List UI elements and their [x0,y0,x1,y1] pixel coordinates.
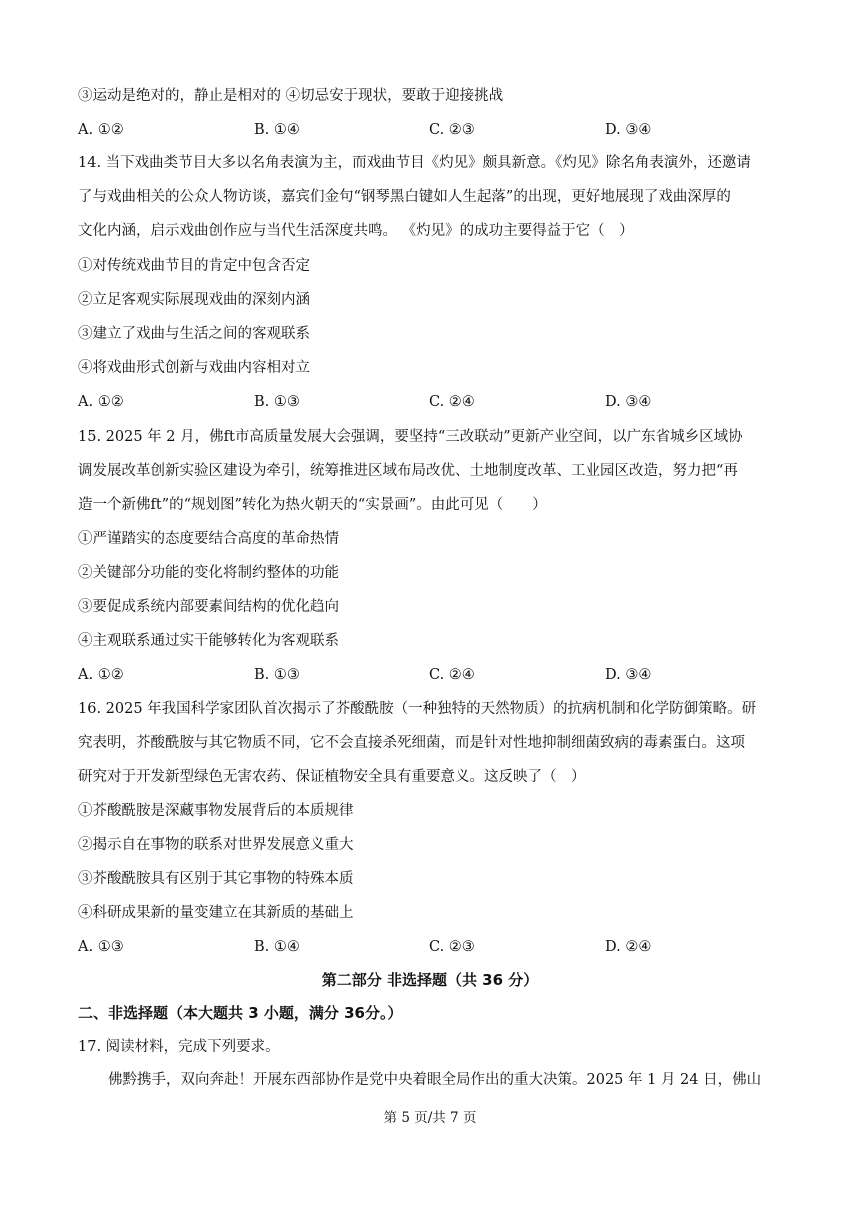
question-14-options [78,392,778,412]
option-a: A. ①② [78,394,124,410]
option-a: A. ①② [78,667,124,683]
question-14-stem-line: 文化内涵，启示戏曲创作应与当代生活深度共鸣。 《灼见》的成功主要得益于它（ ） [78,223,634,239]
question-16-stem-line: 究表明，芥酸酰胺与其它物质不同，它不会直接杀死细菌，而是针对性地抑制细菌致病的毒素蛋白。这项 [78,735,745,751]
question-14-stem-line: 了与戏曲相关的公众人物访谈，嘉宾们金句“钢琴黑白键如人生起落”的出现，更好地展现了戏曲深厚的 [78,189,731,205]
option-a: A. ①② [78,122,124,138]
option-b: B. ①③ [254,667,300,683]
question-16-options [78,937,778,957]
option-b: B. ①③ [254,394,300,410]
question-16-statement: ③芥酸酰胺具有区别于其它事物的特殊本质 [78,871,354,887]
section-subtitle: 二、非选择题（本大题共 3 小题，满分 36分。） [78,1004,403,1022]
option-c: C. ②③ [429,122,475,138]
question-16-stem-line: 研究对于开发新型绿色无害农药、保证植物安全具有重要意义。这反映了（ ） [78,769,586,785]
option-b: B. ①④ [254,939,300,955]
question-14-statement: ③建立了戏曲与生活之间的客观联系 [78,326,310,342]
option-c: C. ②③ [429,939,475,955]
question-15-statement: ②关键部分功能的变化将制约整体的功能 [78,565,339,581]
option-c: C. ②④ [429,667,475,683]
option-a: A. ①③ [78,939,124,955]
question-15-options [78,665,778,685]
statement-line: ③运动是绝对的，静止是相对的 ④切忌安于现状，要敢于迎接挑战 [78,88,504,104]
question-15-stem-line: 造一个新佛ft”的“规划图”转化为热火朝天的“实景画”。由此可见（ ） [78,497,547,513]
question-16-stem-line: 16. 2025 年我国科学家团队首次揭示了芥酸酰胺（一种独特的天然物质）的抗病机制和化学防御策略。研 [78,701,757,717]
question-14-statement: ②立足客观实际展现戏曲的深刻内涵 [78,292,310,308]
question-17-stem: 17. 阅读材料，完成下列要求。 [78,1039,280,1055]
option-d: D. ②④ [605,939,652,955]
question-14-statement: ④将戏曲形式创新与戏曲内容相对立 [78,360,310,376]
question-16-statement: ④科研成果新的量变建立在其新质的基础上 [78,905,354,921]
page-number: 第 5 页/共 7 页 [383,1110,477,1126]
question-14-stem-line: 14. 当下戏曲类节目大多以名角表演为主，而戏曲节目《灼见》颇具新意。《灼见》除名角表演外，还邀请 [78,155,751,171]
question-15-statement: ④主观联系通过实干能够转化为客观联系 [78,633,339,649]
question-15-stem-line: 15. 2025 年 2 月，佛ft市高质量发展大会强调，要坚持“三改联动”更新产业空间，以广东省城乡区域协 [78,429,743,445]
question-16-statement: ②揭示自在事物的联系对世界发展意义重大 [78,837,354,853]
question-17-material: 佛黔携手，双向奔赴！开展东西部协作是党中央着眼全局作出的重大决策。2025 年 1 月 24 日，佛山 [108,1072,762,1088]
option-d: D. ③④ [605,394,652,410]
option-d: D. ③④ [605,122,652,138]
question-14-statement: ①对传统戏曲节目的肯定中包含否定 [78,258,310,274]
question-16-statement: ①芥酸酰胺是深藏事物发展背后的本质规律 [78,803,354,819]
answer-options [78,120,778,140]
question-15-statement: ③要促成系统内部要素间结构的优化趋向 [78,599,339,615]
question-15-stem-line: 调发展改革创新实验区建设为牵引，统筹推进区域布局改优、土地制度改革、工业园区改造，努力把“再 [78,463,738,479]
option-b: B. ①④ [254,122,300,138]
question-15-statement: ①严谨踏实的态度要结合高度的革命热情 [78,531,339,547]
option-d: D. ③④ [605,667,652,683]
section-title: 第二部分 非选择题（共 36 分） [321,971,539,989]
option-c: C. ②④ [429,394,475,410]
